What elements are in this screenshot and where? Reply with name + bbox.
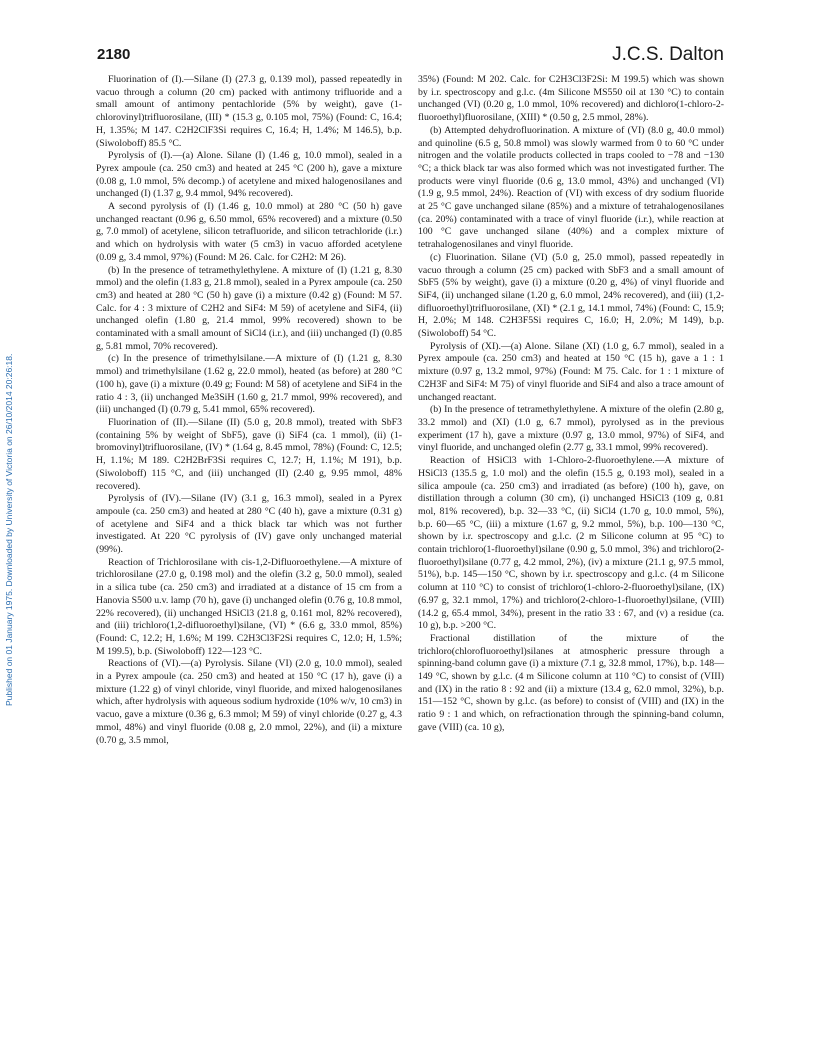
paragraph: Pyrolysis of (IV).—Silane (IV) (3.1 g, 16.3 mmol), sealed in a Pyrex ampoule (ca. 250 cm3) and heated at 280 °C (40 h), gave a mixture (0.31 g) of acetylene and SiF4 and a thick black tar which was not further investigated. At 220 °C pyrolysis of (IV) gave only unchanged material (99%). bbox=[96, 493, 402, 556]
paragraph: Pyrolysis of (XI).—(a) Alone. Silane (XI) (1.0 g, 6.7 mmol), sealed in a Pyrex ampoule (ca. 250 cm3) and heated at 150 °C (15 h), gave a 1 : 1 mixture (0.97 g, 13.2 mmol, 97%) (Found: M 75. Calc. for 1 : 1 mixture of C2H3F and SiF4: M 75) of vinyl fluoride and SiF4 and also a trace amount of unchanged reactant. bbox=[418, 340, 724, 403]
paragraph: (c) In the presence of trimethylsilane.—A mixture of (I) (1.21 g, 8.30 mmol) and trimethylsilane (1.62 g, 22.0 mmol), heated (as before) at 280 °C (100 h), gave (i) a mixture (0.49 g; Found: M 58) of acetylene and SiF4 in the ratio 4 : 3, (ii) unchanged Me3SiH (1.60 g, 21.7 mmol, 99% recovered), and (iii) unchanged (I) (0.79 g, 5.41 mmol, 65% recovered). bbox=[96, 353, 402, 416]
paragraph: A second pyrolysis of (I) (1.46 g, 10.0 mmol) at 280 °C (50 h) gave unchanged reactant (0.96 g, 6.50 mmol, 65% recovered) and a mixture (0.50 g, 7.0 mmol) of acetylene, silicon tetrafluoride, and silicon tetrachloride (i.r.) and which on hydrolysis with water (5 cm3) in vacuo afforded acetylene (0.09 g, 3.4 mmol, 97%) (Found: M 26. Calc. for C2H2: M 26). bbox=[96, 201, 402, 263]
paragraph: Reactions of (VI).—(a) Pyrolysis. Silane (VI) (2.0 g, 10.0 mmol), sealed in a Pyrex ampoule (ca. 250 cm3) and heated at 150 °C (17 h), gave (i) a mixture (1.22 g) of vinyl chloride, vinyl fluoride, and mixed halogenosilanes which, after hydrolysis with aqueous sodium hydroxide (10% w/v, 10 cm3) in vacuo, gave a mixture (0.36 g, 6.3 mmol; M 59) of vinyl chloride (0.27 g, 4.3 mmol, 48%) and vinyl fluoride (0.08 g, 2.0 mmol, 22%), and (ii) a mixture (0.70 g, 3.5 mmol, bbox=[96, 658, 402, 746]
paragraph: Fractional distillation of the mixture of the trichloro(chlorofluoroethyl)silanes at atmospheric pressure through a spinning-band column gave (i) a mixture (7.1 g, 32.8 mmol, 17%), b.p. 148—149 °C, shown by g.l.c. (4 m Silicone column at 110 °C) to consist of (VIII) and (IX) in the ratio 8 : 92 and (ii) a mixture (13.4 g, 62.0 mmol, 32%), b.p. 151—152 °C, shown by g.l.c. (as before) to consist of (VIII) and (IX) in the ratio 9 : 1 and which, on refractionation through the spinning-band column, gave (VIII) (ca. 10 g), bbox=[418, 632, 724, 733]
journal-title: J.C.S. Dalton bbox=[612, 44, 724, 65]
paragraph: (c) Fluorination. Silane (VI) (5.0 g, 25.0 mmol), passed repeatedly in vacuo through a column (25 cm) packed with SbF3 and a small amount of SbF5 (5% by weight), gave (i) a mixture (0.20 g, 4%) of vinyl fluoride and SiF4, (ii) unchanged silane (1.20 g, 6.0 mmol, 24% recovered), and (iii) (1,2-difluoroethyl)trifluorosilane, (XI) * (2.1 g, 14.1 mmol, 74%) (Found: C, 15.9; H, 2.0%; M 148. C2H3F5Si requires C, 16.0; H, 2.0%; M 149), b.p. (Siwoloboff) 54 °C. bbox=[418, 251, 724, 340]
left-column bbox=[96, 74, 402, 747]
right-column bbox=[418, 74, 724, 735]
paragraph: Reaction of HSiCl3 with 1-Chloro-2-fluoroethylene.—A mixture of HSiCl3 (135.5 g, 1.0 mol) and the olefin (15.5 g, 0.193 mol), sealed in a silica ampoule (ca. 250 cm3) and irradiated (as before) (100 h), gave, on distillation through a column (30 cm), (i) unchanged HSiCl3 (109 g, 0.81 mol, 81% recovered), b.p. 32—33 °C, (ii) SiCl4 (1.70 g, 10.0 mmol, 5%), b.p. 60—65 °C, (iii) a mixture (1.67 g, 9.2 mmol, 5%), b.p. 100—130 °C, shown by i.r. spectroscopy and g.l.c. (2 m Silicone column at 95 °C) to contain trichloro(1-fluoroethyl)silane (0.90 g, 5.0 mmol, 3%) and trichloro(2-fluoroethyl)silane (0.77 g, 4.2 mmol, 2%), (iv) a mixture (21.1 g, 97.5 mmol, 51%), b.p. 145—150 °C, shown by i.r. spectroscopy and g.l.c. (4 m Silicone column at 110 °C) to consist of trichloro(1-chloro-2-fluoroethyl)silane, (IX) (6.97 g, 32.1 mmol, 17%) and trichloro(2-chloro-1-fluoroethyl)silane, (VIII) (14.2 g, 65.4 mmol, 34%), present in the ratio 33 : 67, and (v) a residue (ca. 10 g), b.p. >200 °C. bbox=[418, 455, 724, 632]
paragraph: (b) In the presence of tetramethylethylene. A mixture of the olefin (2.80 g, 33.2 mmol) and (XI) (1.0 g, 6.7 mmol), pyrolysed as in the previous experiment (17 h), gave a mixture (0.97 g, 13.0 mmol, 97%) of SiF4, and vinyl fluoride, and unchanged olefin (2.77 g, 33.1 mmol, 99% recovered). bbox=[418, 404, 724, 454]
paragraph: (b) In the presence of tetramethylethylene. A mixture of (I) (1.21 g, 8.30 mmol) and the olefin (1.83 g, 21.8 mmol), sealed in a Pyrex ampoule (ca. 250 cm3) and heated at 280 °C (50 h) gave (i) a mixture (0.42 g) (Found: M 57. Calc. for 4 : 3 mixture of C2H2 and SiF4: M 59) of acetylene and SiF4, (ii) unchanged olefin (1.80 g, 21.4 mmol, 99% recovered) shown to be contaminated with a small amount of SiCl4 (i.r.), and (iii) unchanged (I) (0.85 g, 5.81 mmol, 70% recovered). bbox=[96, 264, 402, 352]
paragraph: 35%) (Found: M 202. Calc. for C2H3Cl3F2Si: M 199.5) which was shown by i.r. spectroscopy and g.l.c. (4m Silicone MS550 oil at 130 °C) to contain unchanged (VI) (0.20 g, 1.0 mmol, 10% recovered) and dichloro(1-chloro-2-fluoroethyl)fluorosilane, (XIII) * (0.50 g, 2.5 mmol, 28%). bbox=[418, 74, 724, 124]
paragraph: Fluorination of (II).—Silane (II) (5.0 g, 20.8 mmol), treated with SbF3 (containing 5% by weight of SbF5), gave (i) SiF4 (ca. 1 mmol), (ii) (1-bromovinyl)trifluorosilane, (IV) * (1.64 g, 8.45 mmol, 78%) (Found: C, 12.5; H, 1.1%; M 189. C2H2BrF3Si requires C, 12.7; H, 1.1%; M 191), b.p. (Siwoloboff) 115 °C, and (iii) unchanged (II) (2.40 g, 9.95 mmol, 48% recovered). bbox=[96, 416, 402, 492]
paragraph: Reaction of Trichlorosilane with cis-1,2-Difluoroethylene.—A mixture of trichlorosilane (27.0 g, 0.198 mol) and the olefin (3.2 g, 50.0 mmol), sealed in a silica tube (ca. 250 cm3) and irradiated at a distance of 15 cm from a Hanovia S500 u.v. lamp (70 h), gave (i) unchanged olefin (0.76 g, 10.8 mmol, 22% recovered), (ii) unchanged HSiCl3 (21.8 g, 0.161 mol, 82% recovered), and (iii) trichloro(1,2-difluoroethyl)silane, (VI) * (6.6 g, 33.0 mmol, 85%) (Found: C, 12.2; H, 1.6%; M 199. C2H3Cl3F2Si requires C, 12.0; H, 1.5%; M 199.5), b.p. (Siwoloboff) 122—123 °C. bbox=[96, 556, 402, 657]
paragraph: Pyrolysis of (I).—(a) Alone. Silane (I) (1.46 g, 10.0 mmol), sealed in a Pyrex ampoule (ca. 250 cm3) and heated at 245 °C (200 h), gave a mixture (0.08 g, 1.0 mmol, 5% decomp.) of acetylene and mixed halogenosilanes and unchanged (I) (1.37 g, 9.4 mmol, 94% recovered). bbox=[96, 150, 402, 200]
page-number: 2180 bbox=[97, 46, 131, 63]
paragraph: Fluorination of (I).—Silane (I) (27.3 g, 0.139 mol), passed repeatedly in vacuo through a column (20 cm) packed with antimony trifluoride and a small amount of antimony pentachloride (5% by weight), gave (1-chlorovinyl)trifluorosilane, (III) * (15.3 g, 0.105 mol, 75%) (Found: C, 16.4; H, 1.35%; M 147. C2H2ClF3Si requires C, 16.4; H, 1.4%; M 146.5), b.p. (Siwoloboff) 85.5 °C. bbox=[96, 74, 402, 149]
download-notice: Published on 01 January 1975. Downloaded by University of Victoria on 26/10/2014 20:26:18. bbox=[4, 353, 14, 707]
paragraph: (b) Attempted dehydrofluorination. A mixture of (VI) (8.0 g, 40.0 mmol) and quinoline (6.5 g, 50.8 mmol) was slowly warmed from 0 to 60 °C under nitrogen and the volatile products collected in traps cooled to −78 and −130 °C; a thick black tar was also formed which was not investigated further. The products were vinyl fluoride (0.6 g, 13.0 mmol, 43%) and unchanged (VI) (1.9 g, 9.5 mmol, 24%). Reaction of (VI) with excess of dry sodium fluoride at 25 °C gave unchanged silane (85%) and a mixture of tetrahalogenosilanes (ca. 20%) contaminated with a trace of vinyl fluoride (i.r.), while reaction at 100 °C gave unchanged silane (40%) and a complex mixture of tetrahalogenosilanes and vinyl fluoride. bbox=[418, 124, 724, 251]
